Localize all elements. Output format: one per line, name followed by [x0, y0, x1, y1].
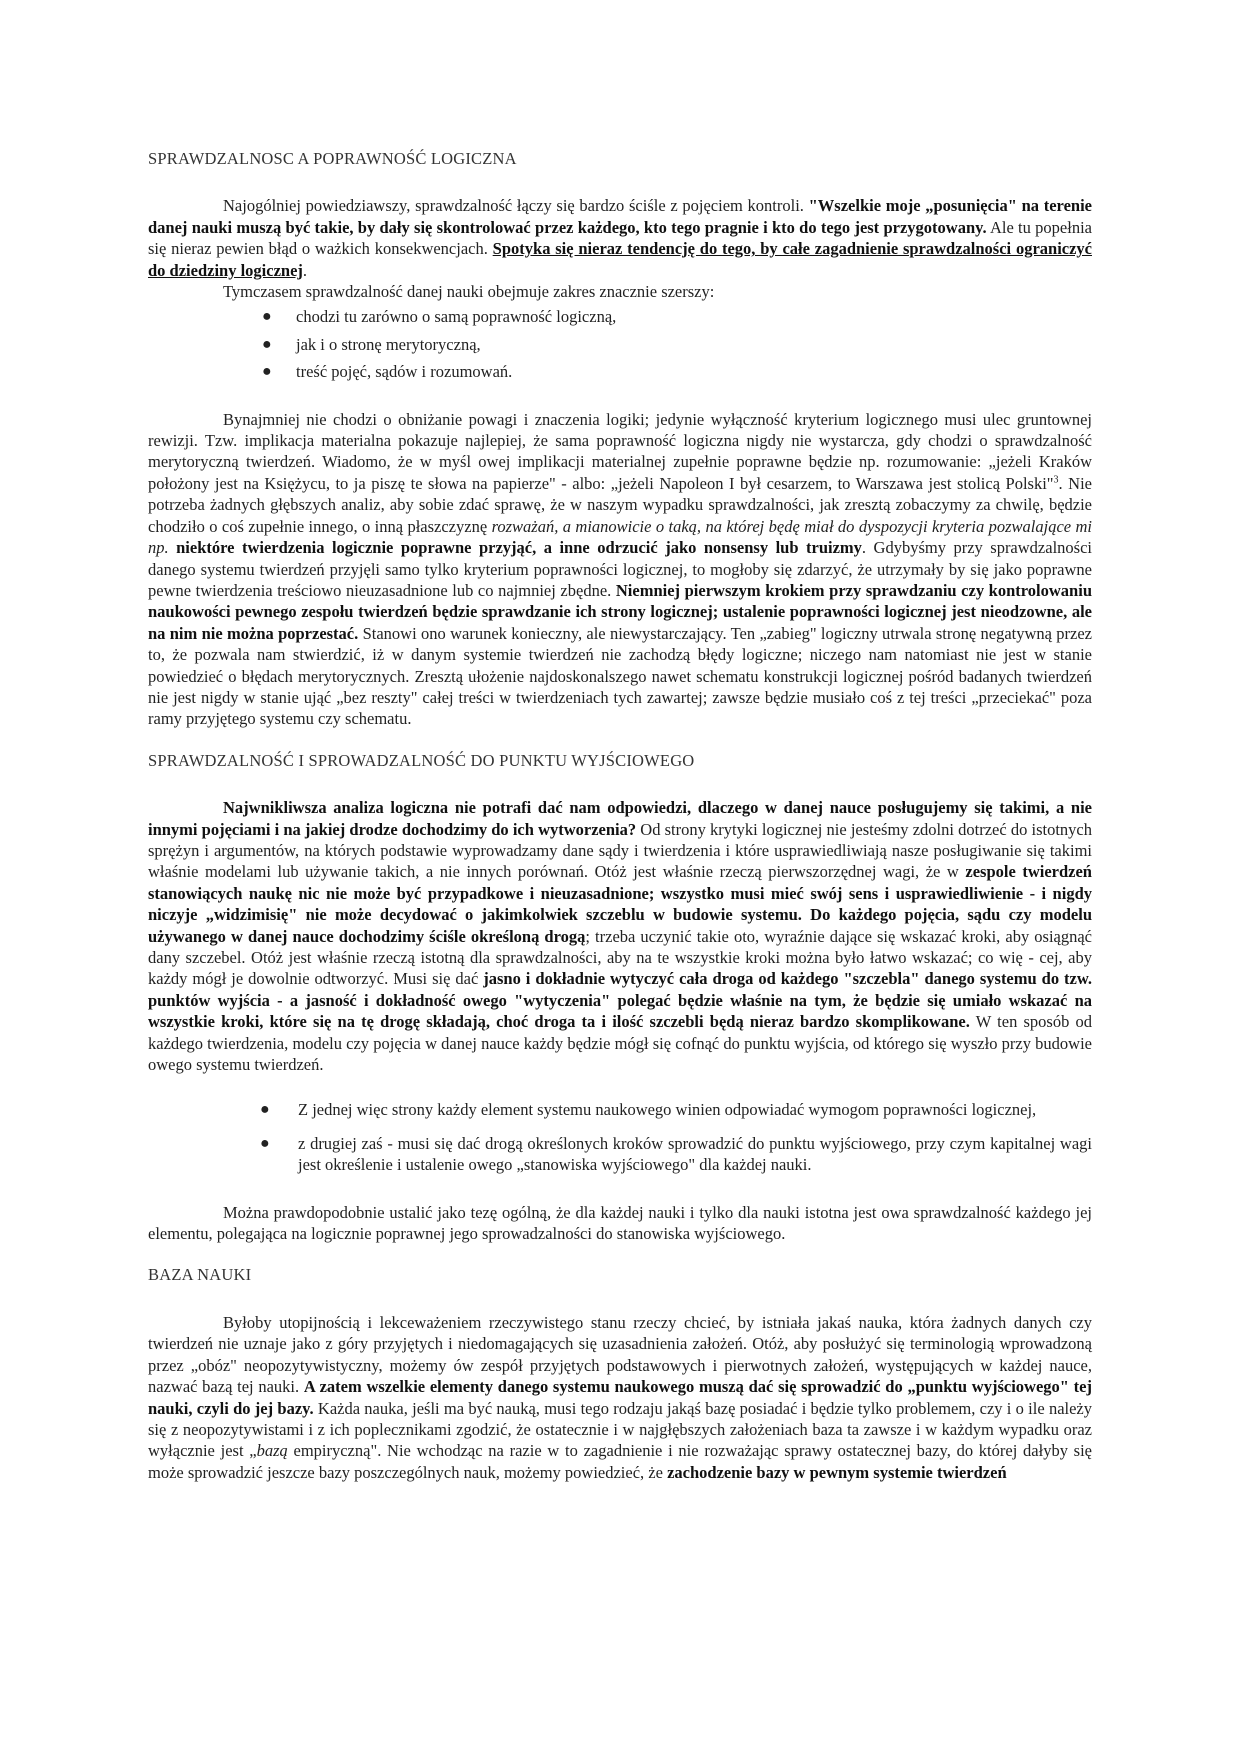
section-heading-3: BAZA NAUKI — [148, 1265, 252, 1285]
bold-text: A zatem wszelkie elementy danego systemu naukowego muszą dać się sprowadzić do „punktu wyjściowego" tej nauki, czyli do jej bazy. — [148, 1377, 1092, 1418]
paragraph-3 — [148, 409, 1092, 730]
text: W ten sposób od każdego twierdzenia, modelu czy pojęcia w danej nauce każdy będzie mógł się cofnąć do punktu wyjścia, od którego się wyszło przy budowie owego systemu twierdzeń. — [148, 1012, 1092, 1075]
footnote-ref: 3 — [1053, 474, 1059, 486]
bullet-icon: ● — [262, 308, 272, 326]
bold-text: Niemniej pierwszym krokiem przy sprawdzaniu czy kontrolowaniu naukowości pewnego zespołu twierdzeń będzie sprawdzanie ich strony logicznej; ustalenie poprawności logicznej jest nieodzowne, ale na nim nie można poprzestać. — [148, 580, 1092, 643]
bold-text: "Wszelkie moje „posunięcia" na terenie danej nauki muszą być takie, by dały się skontrolować przez każdego, kto tego pragnie i kto do tego jest przygotowany. — [148, 196, 1092, 237]
list-item — [148, 1099, 1092, 1120]
list-item — [148, 334, 1092, 355]
section-heading-2: SPRAWDZALNOŚĆ I SPROWADZALNOŚĆ DO PUNKTU WYJŚCIOWEGO — [148, 750, 695, 770]
list-item-text: jak i o stronę merytoryczną, — [296, 334, 481, 354]
list-item-text: Z jednej więc strony każdy element systemu naukowego winien odpowiadać wymogom poprawności logicznej, — [298, 1100, 1037, 1120]
list-item-text: treść pojęć, sądów i rozumowań. — [296, 362, 513, 382]
text: Od strony krytyki logicznej nie jesteśmy zdolni dotrzeć do istotnych sprężyn i argumentów, na których podstawie wyprowadzamy dane sądy i twierdzenia i które usprawiedliwiają nasze posługiwanie się takimi właśnie modelami lub używanie takich, a nie innych porównań. Otóż jest właśnie rzeczą pierwszorzędnej wagi, że w — [148, 819, 1092, 882]
text: Stanowi ono warunek konieczny, ale niewystarczający. Ten „zabieg" logiczny utrwala stronę negatywną przez to, że pozwala nam stwierdzić, iż w danym systemie twierdzeń nie zachodzą błędy logiczne; niczego nam natomiast nie jest w stanie powiedzieć o błędach merytorycznych. Zresztą ułożenie najdoskonalszego nawet schematu konstrukcji logicznej pośród badanych twierdzeń nie jest nigdy w stanie ująć „bez reszty" całej treści w twierdzeniach tych zawartej; zawsze będzie musiało coś z tej treści „przeciekać" poza ramy przyjętego systemu czy schematu. — [148, 623, 1093, 729]
bold-text: jasno i dokładnie wytyczyć cała droga od każdego "szczebla" danego systemu do tzw. punktów wyjścia - a jasność i dokładność owego "wytyczenia" polegać będzie właśnie na tym, że będzie się umiało wskazać na wszystkie kroki, które się na tę drogę składają, choć droga ta i ilość szczebli będą nieraz bardzo skomplikowane. — [148, 969, 1092, 1032]
italic-text: rozważań, a mianowicie o taką, na której będę miał do dyspozycji kryteria pozwalające mi np. — [148, 516, 1092, 558]
text: Każda nauka, jeśli ma być nauką, musi tego rodzaju jakąś bazę posiadać i będzie tylko problemem, czy i o ile należy się z neopozytywistami i z ich poplecznikami zgodzić, że ostatecznie i w najgłębszych założeniach baza ta zawsze i w każdym wypadku oraz wyłącznie jest „ — [148, 1398, 1092, 1461]
paragraph-4 — [148, 797, 1092, 1075]
text: empiryczną". Nie wchodząc na razie w to zagadnienie i nie rozważając sprawy ostatecznej bazy, do której dałyby się może sprowadzić jeszcze bazy poszczególnych nauk, możemy powiedzieć, że — [148, 1441, 1092, 1482]
paragraph-1 — [148, 195, 1092, 281]
bullet-list-2 — [148, 1099, 1092, 1175]
list-item-text: chodzi tu zarówno o samą poprawność logiczną, — [296, 307, 617, 327]
text: . — [302, 260, 308, 280]
list-item-text: z drugiej zaś - musi się dać drogą określonych kroków sprowadzić do punktu wyjściowego, przy czym kapitalnej wagi jest określenie i ustalenie owego „stanowiska wyjściowego" dla każdej nauki. — [298, 1133, 1092, 1175]
paragraph-5: Można prawdopodobnie ustalić jako tezę ogólną, że dla każdej nauki i tylko dla nauki istotna jest owa sprawdzalność każdego jej elementu, polegająca na logicznie poprawnej jego sprowadzalności do stanowiska wyjściowego. — [148, 1202, 1092, 1244]
document-page — [148, 148, 1092, 1483]
paragraph-6 — [148, 1312, 1092, 1483]
text — [169, 538, 177, 557]
list-item — [148, 1133, 1092, 1176]
bullet-icon: ● — [260, 1101, 270, 1119]
text: . Gdybyśmy przy sprawdzalności danego systemu twierdzeń przyjęli samo tylko kryterium poprawności logicznej, to mogłoby się zdarzyć, że utrzymały by się jako poprawne pewne twierdzenia treściowo nieuzasadnione lub co najmniej zbędne. — [148, 538, 1092, 600]
bold-text: zachodzenie bazy w pewnym systemie twierdzeń — [667, 1462, 1007, 1482]
text: Ale tu popełnia się nieraz pewien błąd o ważkich konsekwencjach. — [148, 217, 1092, 259]
bullet-list-1 — [148, 306, 1092, 382]
list-item — [148, 306, 1092, 327]
text: Najogólniej powiedziawszy, sprawdzalność łączy się bardzo ściśle z pojęciem kontroli. — [223, 196, 809, 216]
list-item — [148, 361, 1092, 382]
text: Bynajmniej nie chodzi o obniżanie powagi i znaczenia logiki; jedynie wyłączność kryterium logicznego musi ulec gruntownej rewizji. Tzw. implikacja materialna pokazuje najlepiej, że sama poprawność logiczna nigdy nie wystarcza, gdy chodzi o sprawdzalność merytoryczną twierdzeń. Wiadomo, że w myśl owej implikacji materialnej zupełnie poprawne będzie np. rozumowanie: „jeżeli Kraków położony jest na Księżycu, to ja piszę te słowa na papierze" - albo: „jeżeli Napoleon I był cesarzem, to Warszawa jest stolicą Polski" — [148, 409, 1092, 493]
section-heading-1: SPRAWDZALNOSC A POPRAWNOŚĆ LOGICZNA — [148, 149, 517, 168]
paragraph-2: Tymczasem sprawdzalność danej nauki obejmuje zakres znacznie szerszy: — [223, 282, 715, 302]
bold-text: niektóre twierdzenia logicznie poprawne przyjąć, a inne odrzucić jako nonsensy lub truizmy — [176, 538, 862, 558]
bullet-icon: ● — [262, 335, 272, 353]
bullet-icon: ● — [260, 1134, 270, 1152]
underlined-bold-text: Spotyka się nieraz tendencję do tego, by całe zagadnienie sprawdzalności ograniczyć do dziedziny logicznej — [148, 239, 1092, 280]
bullet-icon: ● — [262, 363, 272, 381]
italic-text: bazą — [256, 1441, 288, 1461]
text: ; trzeba uczynić takie oto, wyraźnie dające się wskazać kroki, aby osiągnąć dany szczebel. Otóż jest właśnie rzeczą istotną dla sprawdzalności, aby na te wszystkie kroki można było łatwo wskazać; co wię - cej, aby każdy mógł je dowolnie odtworzyć. Musi się dać — [148, 926, 1092, 989]
bold-text: Najwnikliwsza analiza logiczna nie potrafi dać nam odpowiedzi, dlaczego w danej nauce posługujemy się takimi, a nie innymi pojęciami i na jakiej drodze dochodzimy do ich wytworzenia? — [148, 798, 1092, 839]
text: Byłoby utopijnością i lekceważeniem rzeczywistego stanu rzeczy chcieć, by istniała jakaś nauka, która żadnych danych czy twierdzeń nie uznaje jako z góry przyjętych i niedomagających się uzasadnienia założeń. Otóż, aby posłużyć się terminologią wprowadzoną przez „obóz" neopozytywistyczny, możemy ów zespół przyjętych podstawowych i pierwotnych założeń, występujących w każdej nauce, nazwać bazą tej nauki. — [148, 1312, 1092, 1397]
text: . Nie potrzeba żadnych głębszych analiz, aby sobie zdać sprawę, że w naszym wypadku sprawdzalności, jak zresztą zobaczymy za chwilę, będzie chodziło o coś zupełnie innego, o inną płaszczyznę — [148, 473, 1092, 536]
bold-text: zespole twierdzeń stanowiących naukę nic nie może być przypadkowe i nieuzasadnione; wszystko musi mieć swój sens i usprawiedliwienie - i nigdy niczyje „widzimisię" nie może decydować o jakimkolwiek szczeblu w budowie systemu. Do każdego pojęcia, sądu czy modelu używanego w danej nauce dochodzimy ściśle określoną drogą — [148, 862, 1092, 946]
